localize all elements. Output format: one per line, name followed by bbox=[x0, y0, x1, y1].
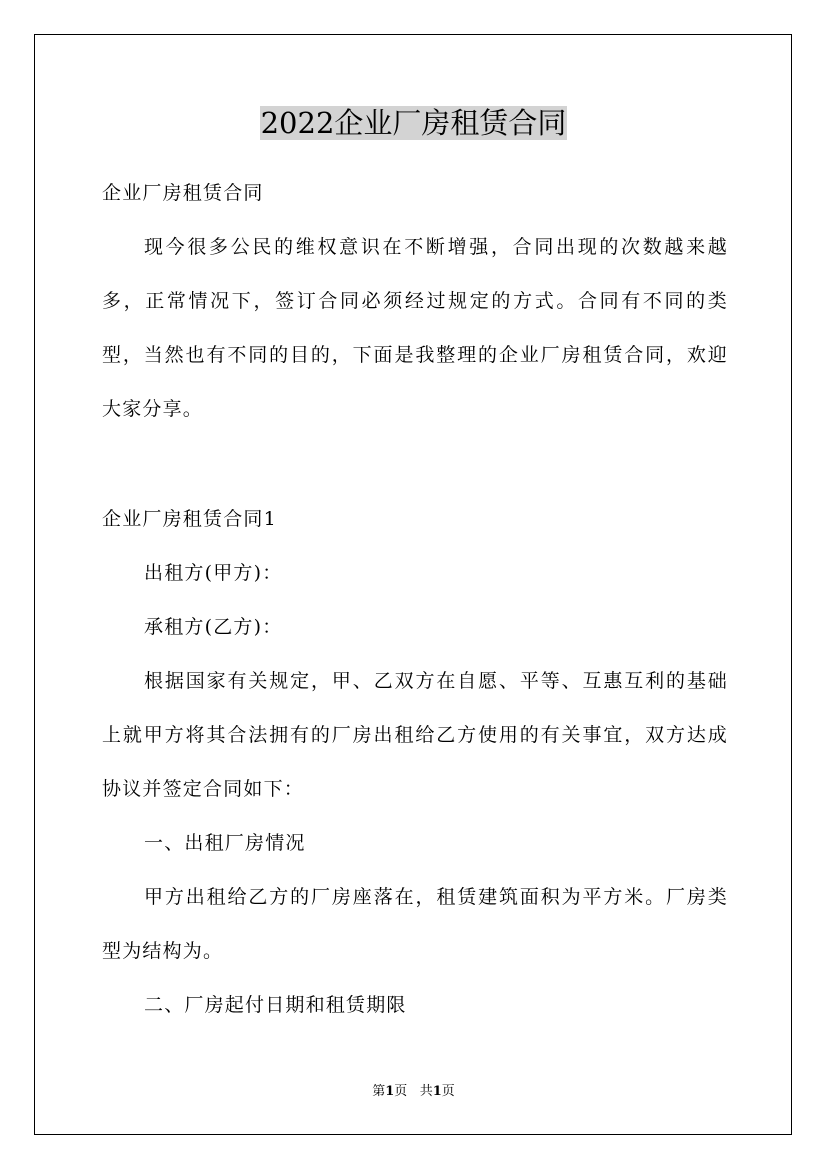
total-prefix: 共 bbox=[419, 1084, 433, 1099]
lessee-line: 承租方(乙方)： bbox=[144, 616, 283, 638]
total-pages: 1 bbox=[432, 1084, 442, 1099]
section-2-title: 二、厂房起付日期和租赁期限 bbox=[144, 994, 407, 1016]
page-current: 1 bbox=[385, 1084, 395, 1099]
document-title bbox=[0, 104, 827, 142]
intro-paragraph: 现今很多公民的维权意识在不断增强，合同出现的次数越来越多，正常情况下，签订合同必须经过规定的方式。合同有不同的类型，当然也有不同的目的，下面是我整理的企业厂房租赁合同，欢迎大家分享。 bbox=[102, 236, 728, 420]
total-suffix: 页 bbox=[441, 1084, 455, 1099]
basis-paragraph: 根据国家有关规定，甲、乙双方在自愿、平等、互惠互利的基础上就甲方将其合法拥有的厂房出租给乙方使用的有关事宜，双方达成协议并签定合同如下： bbox=[102, 670, 728, 800]
lessor-line: 出租方(甲方)： bbox=[144, 562, 283, 584]
contract-1-title: 企业厂房租赁合同1 bbox=[102, 508, 277, 530]
document-heading: 企业厂房租赁合同 bbox=[102, 182, 264, 204]
document-title-text: 2022企业厂房租赁合同 bbox=[260, 106, 567, 140]
section-1-body: 甲方出租给乙方的厂房座落在，租赁建筑面积为平方米。厂房类型为结构为。 bbox=[102, 886, 728, 962]
page-prefix: 第 bbox=[372, 1084, 386, 1099]
section-1-title: 一、出租厂房情况 bbox=[144, 832, 306, 854]
page-footer bbox=[0, 1082, 827, 1102]
page-suffix: 页 bbox=[394, 1084, 408, 1099]
